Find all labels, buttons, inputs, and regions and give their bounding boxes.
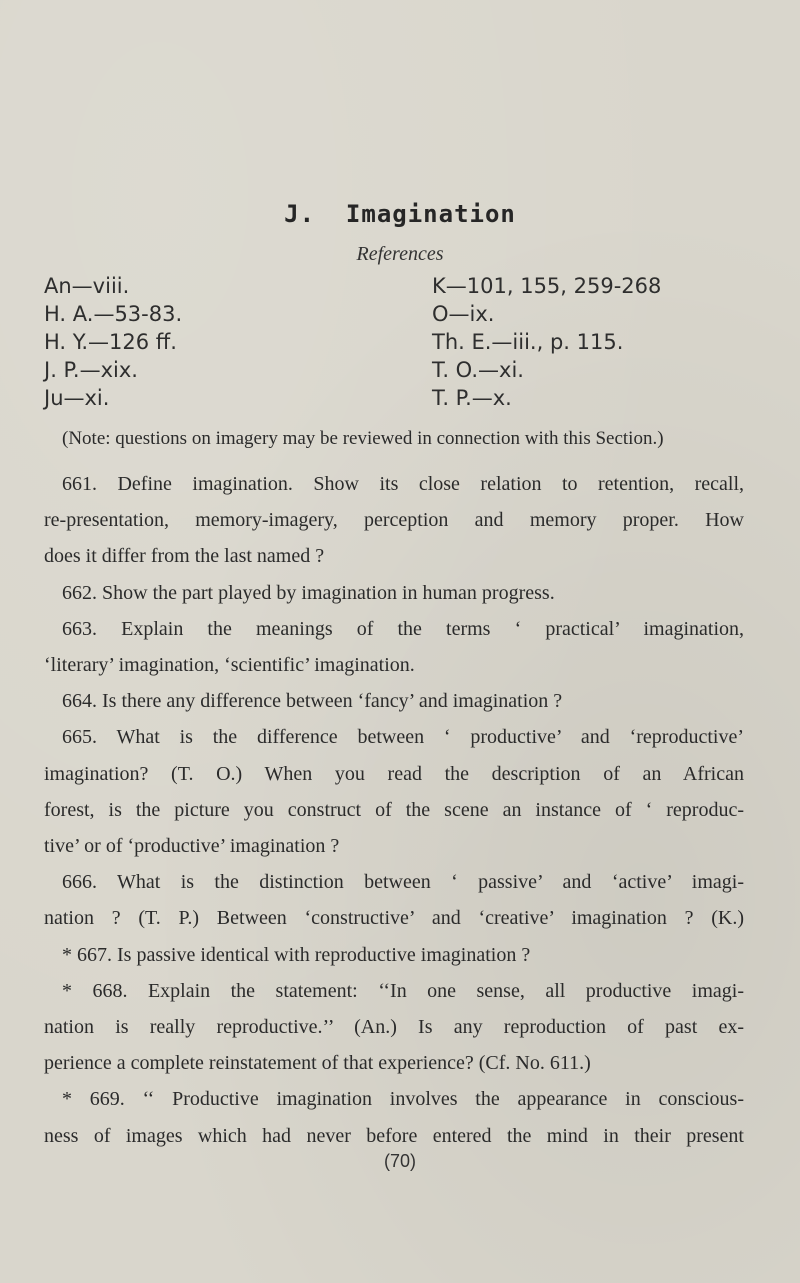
text-line: re-presentation, memory-imagery, perception and memory proper. How: [44, 509, 744, 532]
text-line: 664. Is there any difference between ‘fancy’ and imagination ?: [62, 690, 563, 713]
reference-right: K—101, 155, 259-268: [432, 274, 662, 298]
reference-right: Th. E.—iii., p. 115.: [432, 330, 624, 354]
text-line: does it differ from the last named ?: [44, 545, 325, 568]
text-line: 662. Show the part played by imagination in human progress.: [62, 581, 555, 604]
text-line: * 667. Is passive identical with reproductive imagination ?: [62, 943, 531, 966]
reference-row: [0, 386, 800, 414]
text-line: 663. Explain the meanings of the terms ‘ practical’ imagination,: [62, 617, 744, 640]
text-line: nation is really reproductive.’’ (An.) Is any reproduction of past ex-: [44, 1016, 744, 1038]
text-line: tive’ or of ‘productive’ imagination ?: [44, 835, 340, 857]
reference-left: An—viii.: [44, 274, 130, 298]
reference-right: O—ix.: [432, 302, 495, 326]
reference-left: H. A.—53-83.: [44, 302, 183, 326]
reference-right: T. P.—x.: [432, 386, 512, 410]
reference-left: Ju—xi.: [44, 386, 110, 410]
reference-row: [0, 302, 800, 330]
reference-row: [0, 330, 800, 358]
section-title: J. Imagination: [284, 200, 516, 228]
text-line: * 669. ‘‘ Productive imagination involves the appearance in conscious-: [62, 1088, 744, 1111]
text-line: ‘literary’ imagination, ‘scientific’ imagination.: [44, 654, 415, 676]
text-line: ness of images which had never before entered the mind in their present: [44, 1124, 744, 1147]
reference-right: T. O.—xi.: [432, 358, 524, 382]
reference-row: [0, 358, 800, 386]
reference-left: J. P.—xix.: [44, 358, 138, 382]
section-note: (Note: questions on imagery may be reviewed in connection with this Section.): [62, 428, 664, 449]
text-line: forest, is the picture you construct of the scene an instance of ‘ reproduc-: [44, 798, 744, 821]
text-line: 665. What is the difference between ‘ productive’ and ‘reproductive’: [62, 726, 744, 749]
reference-row: [0, 274, 800, 302]
text-line: perience a complete reinstatement of that experience? (Cf. No. 611.): [44, 1052, 591, 1075]
text-line: 661. Define imagination. Show its close relation to retention, recall,: [62, 473, 744, 495]
references-heading: References: [356, 243, 444, 265]
text-line: imagination? (T. O.) When you read the description of an African: [44, 762, 744, 785]
reference-left: H. Y.—126 ff.: [44, 330, 177, 354]
text-line: 666. What is the distinction between ‘ passive’ and ‘active’ imagi-: [62, 871, 744, 894]
text-line: nation ? (T. P.) Between ‘constructive’ and ‘creative’ imagination ? (K.): [44, 907, 744, 930]
page-number: (70): [383, 1150, 416, 1171]
text-line: * 668. Explain the statement: ‘‘In one sense, all productive imagi-: [62, 979, 744, 1002]
